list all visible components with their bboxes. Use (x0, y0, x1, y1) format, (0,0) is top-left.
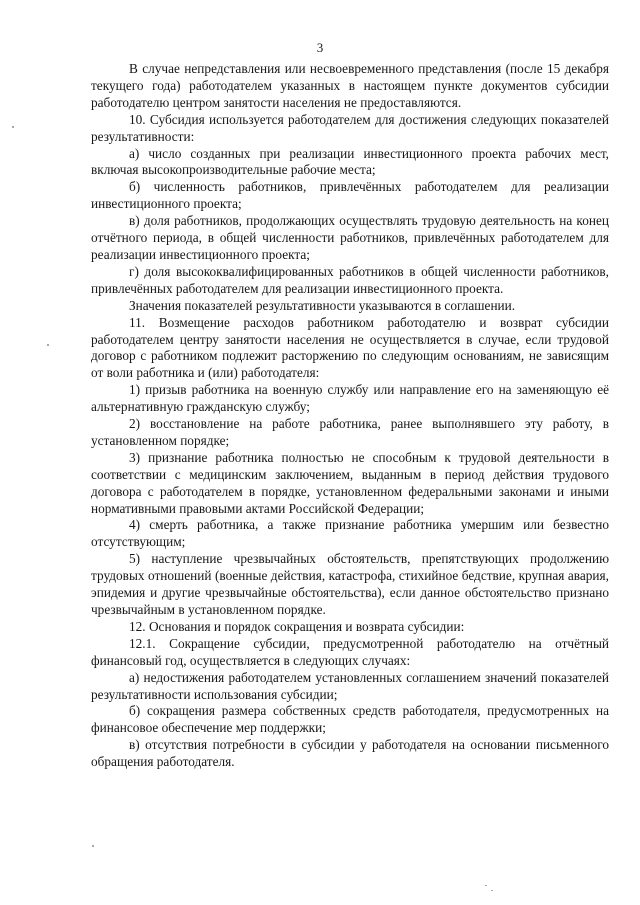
paragraph-11-2: 2) восстановление на работе работника, ранее выполнявшего эту работу, в установленном порядке; (91, 416, 609, 448)
paragraph-12-1-b: б) сокращения размера собственных средств работодателя, предусмотренных на финансовое обеспечение мер поддержки; (91, 703, 609, 736)
paragraph-11-3: 3) признание работника полностью не способным к трудовой деятельности в соответствии с медицинским заключением, выданным в период действия трудового договора с работодателем в порядке, установленном федеральными законами и иными нормативными правовыми актами Российской Федерации; (91, 449, 609, 516)
paragraph-11-5: 5) наступление чрезвычайных обстоятельств, препятствующих продолжению трудовых отношений (военные действия, катастрофа, стихийное бедствие, крупная авария, эпидемия и другие чрезвычайные обстоятельства), если данное обстоятельство признано чрезвычайным в установленном порядке. (91, 551, 609, 617)
paragraph-12-1-v: в) отсутствия потребности в субсидии у работодателя на основании письменного обращения работодателя. (91, 737, 609, 770)
scan-speck (491, 890, 493, 891)
paragraph-10-intro: 10. Субсидия используется работодателем для достижения следующих показателей результативности: (91, 111, 609, 144)
paragraph-10-v: в) доля работников, продолжающих осуществлять трудовую деятельность на конец отчётного периода, в общей численности работников, привлечённых работодателем для реализации инвестиционного проекта; (91, 213, 609, 262)
scan-speck (485, 885, 487, 886)
page-number: 3 (316, 40, 324, 55)
paragraph-10-a: а) число созданных при реализации инвестиционного проекта рабочих мест, включая высокопроизводительные рабочие места; (91, 145, 609, 178)
paragraph-10-b: б) численность работников, привлечённых работодателем для реализации инвестиционного проекта; (91, 179, 609, 212)
paragraph-12-1: 12.1. Сокращение субсидии, предусмотренной работодателю на отчётный финансовый год, осуществляется в следующих случаях: (91, 635, 609, 668)
scan-speck (47, 344, 49, 346)
paragraph-11-intro: 11. Возмещение расходов работником работодателю и возврат субсидии работодателем центру занятости населения не осуществляется в случае, если трудовой договор с работником подлежит расторжению по следующим основаниям, не зависящим от воли работника и (или) работодателя: (91, 314, 609, 381)
paragraph-10-g: г) доля высококвалифицированных работников в общей численности работников, привлечённых работодателем для реализации инвестиционного проекта. (91, 263, 609, 296)
paragraph-11-4: 4) смерть работника, а также признание работника умершим или безвестно отсутствующим; (91, 517, 609, 550)
scan-speck (92, 845, 94, 847)
scan-speck (12, 126, 14, 128)
paragraph-12-intro: 12. Основания и порядок сокращения и возврата субсидии: (129, 618, 465, 634)
paragraph-12-1-a: а) недостижения работодателем установленных соглашением значений показателей результативности использования субсидии; (91, 669, 609, 702)
paragraph-11-1: 1) призыв работника на военную службу или направление его на заменяющую её альтернативную гражданскую службу; (91, 382, 609, 415)
paragraph-indicators-values: Значения показателей результативности указываются в соглашении. (129, 297, 516, 313)
paragraph-non-submission: В случае непредставления или несвоевременного представления (после 15 декабря текущего года) работодателем указанных в настоящем пункте документов субсидии работодателю центром занятости населения не предоставляются. (91, 61, 609, 110)
document-body (91, 61, 609, 771)
